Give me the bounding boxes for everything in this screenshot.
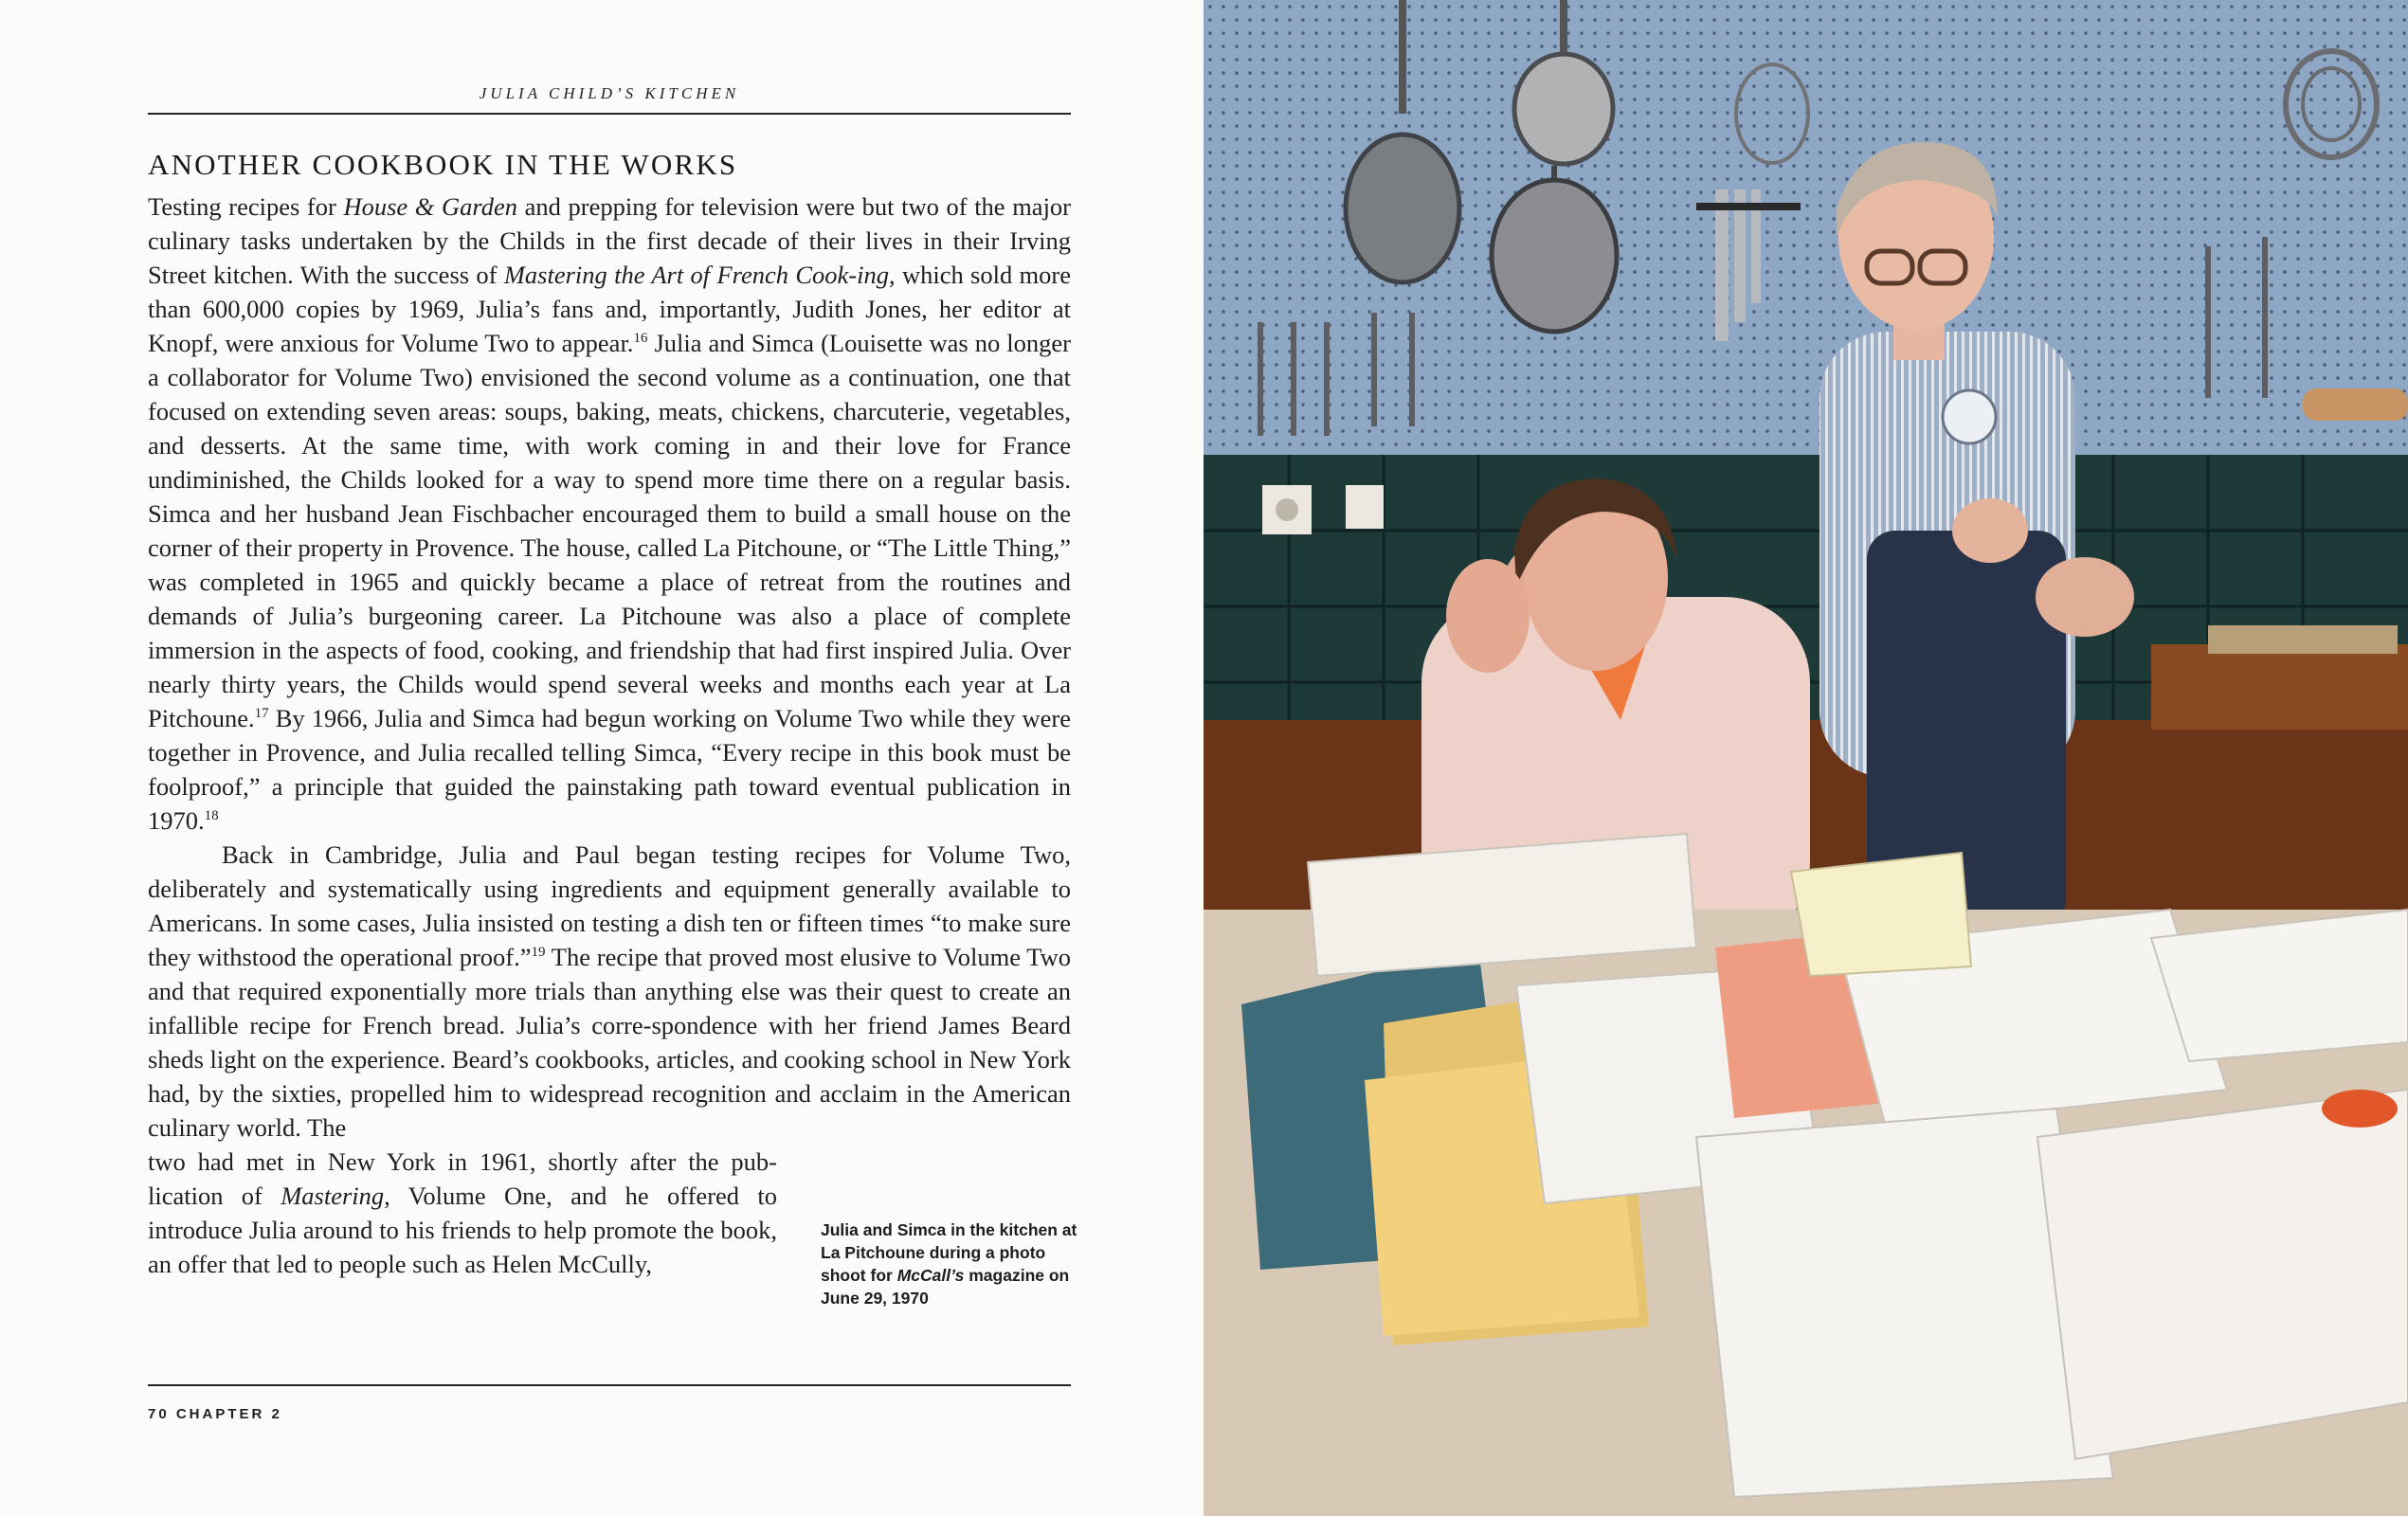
text-run: Back in Cambridge, Julia and Paul began testing recipes for Volume Two, deliberately and systematically using ingredients and equipment generally available to Americans. In some cases, Julia insisted on testing a dish ten or fifteen times “to make sure they withstood the operational proof.” (148, 840, 1071, 971)
running-head: JULIA CHILD’S KITCHEN (479, 84, 740, 102)
kitchen-photo (1204, 0, 2408, 1516)
kitchen-photo-illustration (1204, 0, 2408, 1516)
italic-title: House & Garden (343, 192, 518, 221)
caption-text: Julia and Simca in the kitchen at La Pitchoune during a photo shoot for (821, 1220, 1077, 1285)
text-run: Testing recipes for (148, 192, 344, 221)
text-run: two had met in New York in 1961, shortly after the pub-lication of (148, 1147, 777, 1210)
footnote-ref: 19 (531, 945, 546, 961)
text-run: By 1966, Julia and Simca had begun working on Volume Two while they were together in Provence, and Julia recalled telling Simca, “Every recipe in this book must be foolproof,” a principle that guided the painstaking path toward eventual publication in 1970. (148, 704, 1071, 835)
text-run: The recipe that proved most elusive to Volume Two and that required exponentially more trials than anything else was their quest to create an infallible recipe for French bread. Julia’s corre-spondence with her friend James Beard sheds light on the experience. Beard’s cookbooks, articles, and cooking school in New York had, by the sixties, propelled him to widespread recognition and acclaim in the American culinary world. The (148, 943, 1071, 1142)
paragraph-2-continued (148, 1145, 777, 1281)
paragraph-2 (148, 838, 1071, 1145)
body-text (148, 190, 1071, 1281)
text-run: , Volume One, and he offered to introduce Julia around to his friends to help promote the book, an offer that led to people such as Helen McCully, (148, 1182, 777, 1278)
section-heading: ANOTHER COOKBOOK IN THE WORKS (148, 148, 738, 181)
text-run: Julia and Simca (Louisette was no longer a collaborator for Volume Two) envisioned the second volume as a continuation, one that focused on extending seven areas: soups, baking, meats, chickens, charcuterie, vegetables, and desserts. At the same time, with work coming in and their love for France undiminished, the Childs looked for a way to spend more time there on a regular basis. Simca and her husband Jean Fischbacher encouraged them to build a small house on the corner of their property in Provence. The house, called La Pitchoune, or “The Little Thing,” was completed in 1965 and quickly became a place of retreat from the routines and demands of Julia’s burgeoning career. La Pitchoune was also a place of complete immersion in the aspects of food, cooking, and friendship that had first inspired Julia. Over nearly thirty years, the Childs would spend several weeks and months each year at La Pitchoune. (148, 329, 1071, 732)
paragraph-1 (148, 190, 1071, 838)
footnote-ref: 18 (204, 808, 219, 824)
footnote-ref: 17 (254, 706, 269, 722)
text-run: , which sold more than 600,000 copies by 1969, Julia’s fans and, importantly, Judith Jones, her editor at Knopf, were anxious for Volume Two to appear. (148, 261, 1072, 357)
caption-italic: McCall’s (896, 1266, 965, 1285)
folio: 70 CHAPTER 2 (148, 1406, 282, 1422)
text-run: and prepping for television were but two of the major culinary tasks undertaken by the Childs in the first decade of their lives in their Irving Street kitchen. With the success of (148, 192, 1072, 289)
caption-text: magazine on June 29, 1970 (821, 1266, 1070, 1308)
footnote-ref: 16 (633, 331, 648, 347)
photo-caption (821, 1218, 1086, 1309)
italic-title: Mastering (281, 1182, 385, 1210)
header-rule (148, 113, 1071, 115)
footer-rule (148, 1384, 1071, 1386)
italic-title: Mastering the Art of French Cook-ing (503, 261, 889, 289)
